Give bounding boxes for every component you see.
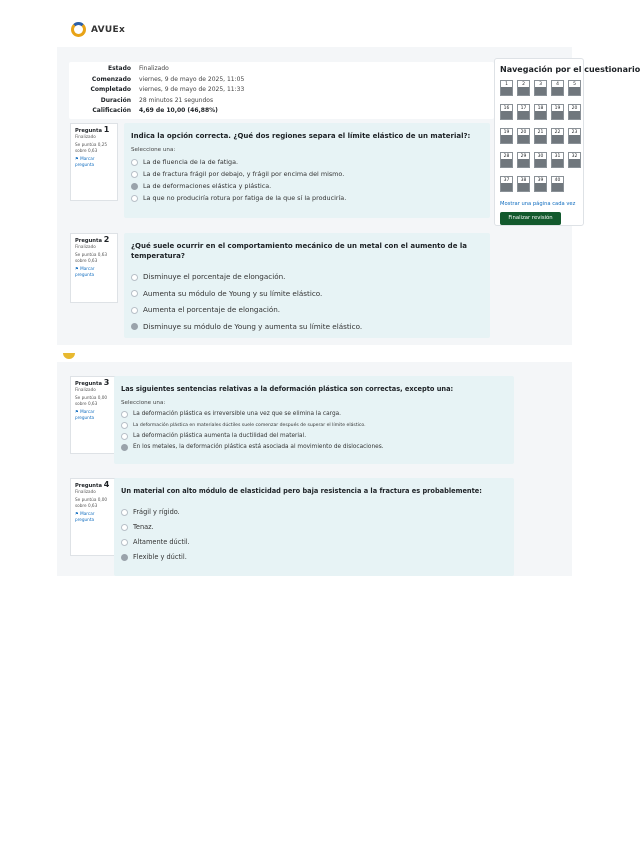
flag-icon: ⚑	[75, 266, 81, 271]
quiz-nav-button[interactable]: 31	[551, 152, 564, 168]
radio-icon	[131, 171, 138, 178]
answer-option[interactable]: Flexible y dúctil.	[121, 550, 507, 565]
answer-option[interactable]: La de fluencia de la de fatiga.	[131, 156, 483, 168]
summary-label: Estado	[107, 65, 131, 72]
quiz-nav-button[interactable]: 23	[568, 128, 581, 144]
radio-icon	[131, 195, 138, 202]
summary-label: Completado	[90, 86, 131, 93]
question-state: Finalizado	[75, 134, 96, 139]
quiz-navigation-grid	[500, 80, 578, 192]
brand-logo-icon	[71, 22, 86, 37]
question-number: Pregunta 3	[75, 378, 110, 387]
question-info-2	[70, 233, 118, 303]
answer-option[interactable]: En los metales, la deformación plástica está asociada al movimiento de dislocaciones.	[121, 442, 507, 453]
flag-question-link[interactable]: ⚑ Marcar pregunta	[75, 409, 95, 420]
answer-option[interactable]: Aumenta su módulo de Young y su límite elástico.	[131, 286, 483, 303]
answer-prompt: Seleccione una:	[121, 400, 166, 406]
quiz-nav-button[interactable]: 3	[534, 80, 547, 96]
question-info-3	[70, 376, 118, 454]
question-info-4	[70, 478, 118, 556]
brand-name: AVUEx	[91, 24, 126, 35]
finish-review-button[interactable]: Finalizar revisión	[500, 212, 561, 225]
radio-icon	[121, 509, 128, 516]
summary-row-state	[69, 64, 494, 75]
flag-icon: ⚑	[75, 409, 81, 414]
question-score: Se puntúa 0,63 sobre 0,63	[75, 252, 108, 263]
answer-option[interactable]: La deformación plástica es irreversible una vez que se elimina la carga.	[121, 409, 507, 420]
question-text: Las siguientes sentencias relativas a la deformación plástica son correctas, excepto una:	[121, 385, 454, 393]
brand-logo	[71, 22, 125, 37]
flag-icon: ⚑	[75, 156, 81, 161]
quiz-nav-button[interactable]: 4	[551, 80, 564, 96]
quiz-nav-button[interactable]: 2	[517, 80, 530, 96]
summary-row-completed	[69, 85, 494, 96]
question-info-1	[70, 123, 118, 201]
answer-option[interactable]: La de fractura frágil por debajo, y frágil por encima del mismo.	[131, 168, 483, 180]
answer-option[interactable]: Aumenta el porcentaje de elongación.	[131, 302, 483, 319]
flag-question-link[interactable]: ⚑ Marcar pregunta	[75, 156, 95, 167]
flag-question-link[interactable]: ⚑ Marcar pregunta	[75, 511, 95, 522]
radio-selected-icon	[121, 554, 128, 561]
radio-icon	[121, 524, 128, 531]
quiz-navigation-title: Navegación por el cuestionario	[500, 65, 640, 74]
question-content-4	[114, 478, 514, 576]
quiz-nav-button[interactable]: 39	[534, 176, 547, 192]
quiz-nav-button[interactable]: 40	[551, 176, 564, 192]
summary-label: Comenzado	[91, 75, 131, 83]
question-content-2	[124, 233, 490, 338]
answer-option[interactable]: Altamente dúctil.	[121, 535, 507, 550]
answer-option[interactable]: La deformación plástica aumenta la ductilidad del material.	[121, 431, 507, 442]
question-number: Pregunta 4	[75, 480, 110, 489]
quiz-nav-button[interactable]: 21	[534, 128, 547, 144]
radio-icon	[131, 159, 138, 166]
quiz-nav-button[interactable]: 19	[500, 128, 513, 144]
summary-label: Calificación	[92, 107, 131, 114]
quiz-nav-button[interactable]: 16	[500, 104, 513, 120]
radio-icon	[121, 539, 128, 546]
quiz-nav-button[interactable]: 37	[500, 176, 513, 192]
screenshot-panel-2	[57, 362, 572, 576]
quiz-nav-button[interactable]: 17	[517, 104, 530, 120]
answer-option[interactable]: Frágil y rígido.	[121, 505, 507, 520]
summary-row-grade	[69, 106, 494, 117]
flag-question-link[interactable]: ⚑ Marcar pregunta	[75, 266, 95, 277]
radio-icon	[121, 411, 128, 418]
summary-value: viernes, 9 de mayo de 2025, 11:05	[139, 75, 245, 83]
answer-option[interactable]: La deformación plástica en materiales dúctiles suele comenzar después de superar el límite elástico.	[121, 420, 507, 431]
flag-icon: ⚑	[75, 511, 81, 516]
question-content-1	[124, 123, 490, 218]
question-text: Indica la opción correcta. ¿Qué dos regiones separa el límite elástico de un material?:	[131, 132, 471, 140]
radio-selected-icon	[131, 323, 138, 330]
radio-icon	[121, 422, 128, 429]
quiz-nav-button[interactable]: 22	[551, 128, 564, 144]
question-content-3	[114, 376, 514, 464]
quiz-nav-button[interactable]: 38	[517, 176, 530, 192]
summary-value: 4,69 de 10,00 (46,88%)	[139, 107, 218, 114]
summary-label: Duración	[100, 96, 131, 104]
answer-option[interactable]: La que no produciría rotura por fatiga de la que sí la produciría.	[131, 192, 483, 204]
question-score: Se puntúa 0,25 sobre 0,63	[75, 142, 108, 153]
radio-icon	[131, 290, 138, 297]
question-state: Finalizado	[75, 489, 96, 494]
screenshot-panel-1	[57, 47, 640, 345]
quiz-nav-button[interactable]: 5	[568, 80, 581, 96]
attempt-summary	[69, 62, 494, 119]
radio-icon	[131, 274, 138, 281]
show-one-page-link[interactable]: Mostrar una página cada vez	[500, 201, 576, 207]
question-score: Se puntúa 0,00 sobre 0,63	[75, 395, 108, 406]
answer-prompt: Seleccione una:	[131, 147, 176, 153]
question-state: Finalizado	[75, 244, 96, 249]
answer-option[interactable]: La de deformaciones elástica y plástica.	[131, 180, 483, 192]
summary-row-started	[69, 75, 494, 86]
radio-icon	[131, 307, 138, 314]
quiz-nav-button[interactable]: 20	[517, 128, 530, 144]
quiz-nav-button[interactable]: 19	[551, 104, 564, 120]
answer-option[interactable]: Disminuye su módulo de Young y aumenta su límite elástico.	[131, 319, 483, 336]
summary-value: Finalizado	[139, 65, 169, 72]
summary-value: viernes, 9 de mayo de 2025, 11:33	[139, 86, 245, 93]
radio-selected-icon	[121, 444, 128, 451]
radio-selected-icon	[131, 183, 138, 190]
quiz-nav-button[interactable]: 20	[568, 104, 581, 120]
question-number: Pregunta 2	[75, 235, 110, 244]
quiz-nav-button[interactable]: 29	[517, 152, 530, 168]
question-text: ¿Qué suele ocurrir en el comportamiento mecánico de un metal con el aumento de la temperatura?	[131, 242, 468, 260]
quiz-nav-button[interactable]: 32	[568, 152, 581, 168]
brand-logo-fragment	[63, 353, 75, 359]
quiz-nav-button[interactable]: 30	[534, 152, 547, 168]
summary-value: 28 minutos 21 segundos	[139, 96, 214, 104]
question-score: Se puntúa 0,00 sobre 0,63	[75, 497, 108, 508]
quiz-nav-button[interactable]: 18	[534, 104, 547, 120]
answer-option[interactable]: Disminuye el porcentaje de elongación.	[131, 269, 483, 286]
radio-icon	[121, 433, 128, 440]
summary-row-duration	[69, 96, 494, 107]
quiz-nav-button[interactable]: 28	[500, 152, 513, 168]
quiz-nav-button[interactable]: 1	[500, 80, 513, 96]
question-state: Finalizado	[75, 387, 96, 392]
question-text: Un material con alto módulo de elasticidad pero baja resistencia a la fractura es probablemente:	[121, 487, 482, 495]
quiz-navigation	[494, 58, 640, 226]
answer-option[interactable]: Tenaz.	[121, 520, 507, 535]
question-number: Pregunta 1	[75, 125, 110, 134]
